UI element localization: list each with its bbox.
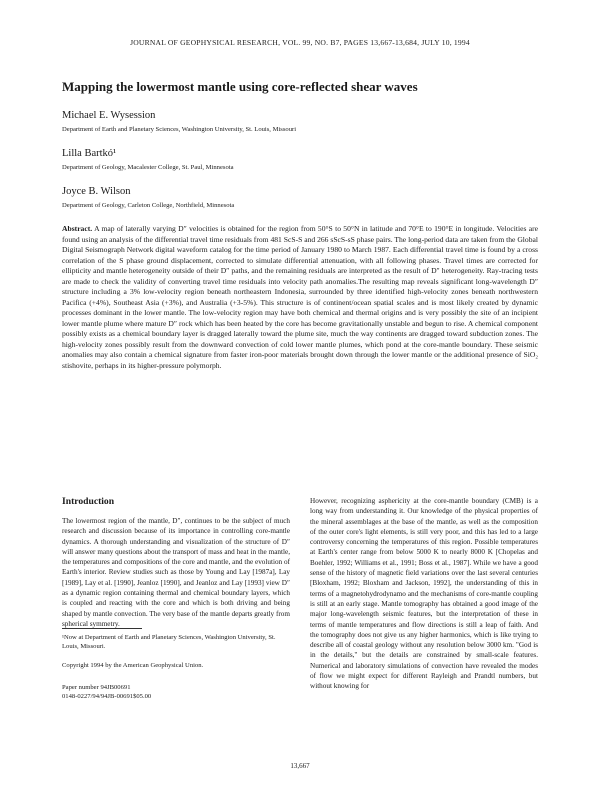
intro-right-column: However, recognizing asphericity at the core-mantle boundary (CMB) is a long way from understanding it. Our knowledge of the physical properties of the mineral assemblages at the base of the mantle, as well as the composition of the outer core's light elements, is still very poor, and this has led to a large controversy concerning the temperatures of this region. Possible temperatures at Earth's center range from below 5000 K to nearly 8000 K [Chopelas and Boehler, 1992; Williams et al., 1991; Boss et al., 1987]. While we have a good sense of the history of magnetic field variations over the last several centuries [Bloxham, 1992; Bloxham and Jackson, 1992], the understanding of this in terms of a magnetohydrodynamo and the mechanisms of core-mantle coupling is still at an early stage. Mantle tomography has obtained a good image of the major long-wavelength seismic features, but the interpretation of these in terms of mantle temperatures and flow directions is still a leap of faith. And the tomography does not give us any higher harmonics, which is like trying to describe all of coastal geology without any resolution below 3000 km. "God is in the details," but the details are constrained by small-scale features. Numerical and laboratory simulations of convection have revealed the modes of flow we might expect for different Rayleigh and Prandtl numbers, but without knowing for [310, 497, 538, 691]
page-number: 13,667 [290, 762, 310, 770]
abstract-text: A map of laterally varying D″ velocities is obtained for the region from 50°S to 50°N in latitude and 70°E to 190°E in longitude. Velocities are found using an analysis of the differential travel time residuals from 481 ScS-S and 266 sScS-sS phase pairs. The long-period data are taken from the Global Digital Seismograph Network digital waveform catalog for the time period of January 1980 to March 1987. Each differential travel time is found by a cross correlation of the S phase ground displacement, corrected to simulate differential attenuation, with all following phases. Travel times are corrected for ellipticity and mantle heterogeneity outside of their D″ paths, and the remaining residuals are interpreted as the result of D″ heterogeneity. Ray-tracing tests are made to check the validity of converting travel time residuals into velocity path anomalies.The resulting map reveals significant long-wavelength D″ structure including a 3% low-velocity region beneath northeastern Indonesia, surrounded by three identified high-velocity zones beneath northwestern Pacifica (+4%), Southeast Asia (+3%), and Australia (+3-5%). This structure is of continent/ocean spatial scales and is most likely created by dynamic processes dominant in the lower mantle. The low-velocity region may have both chemical and thermal origins and is very possibly the site of an incipient lower mantle plume where mature D″ rock which has been heated by the core has become gravitationally unstable and begun to rise. A chemical component possibly exists as a chemical boundary layer is dragged laterally toward the plume site, much the way continents are dragged toward subduction zones. The high-velocity zones possibly result from the downward convection of cold lower mantle plumes, which pond at the core-mantle boundary. These seismic anomalies may also contain a chemical signature from faster iron-poor materials brought down through the lower mantle or the additional presence of SiO₂ stishovite, perhaps in its higher-pressure polymorph. [62, 224, 539, 370]
author-name: Joyce B. Wilson [62, 186, 131, 197]
journal-header: JOURNAL OF GEOPHYSICAL RESEARCH, VOL. 99, NO. B7, PAGES 13,667-13,684, JULY 10, 1994 [130, 38, 470, 47]
paper-number: Paper number 94JB00691 [62, 684, 131, 691]
author-affiliation: Department of Geology, Carleton College, Northfield, Minnesota [62, 202, 235, 209]
author-affiliation: Department of Geology, Macalester College, St. Paul, Minnesota [62, 164, 234, 171]
author-name: Michael E. Wysession [62, 110, 156, 121]
abstract [62, 224, 538, 371]
abstract-label: Abstract. [62, 224, 93, 233]
intro-left-column: The lowermost region of the mantle, D″, continues to be the subject of much research and discussion because of its importance in controlling core-mantle dynamics. A thorough understanding and visualization of the structure of D″ will answer many questions about the transport of mass and heat in the mantle, the temperatures and compositions of the core and mantle, and the evolution of Earth's interior. Review studies such as those by Young and Lay [1987a], Lay [1989], Lay et al. [1990], Jeanloz [1990], and Jeanloz and Lay [1993] view D″ as a dynamic region containing thermal and chemical boundary layers, which is coupled and reacting with the core and which is both driving and being shaped by mantle convection. The very base of the mantle departs greatly from spherical symmetry. [62, 517, 290, 628]
paper-title: Mapping the lowermost mantle using core-reflected shear waves [62, 79, 418, 94]
issn: 0148-0227/94/94JB-00691$05.00 [62, 693, 152, 700]
footnote: ¹Now at Department of Earth and Planetary Sciences, Washington University, St. Louis, Missouri. [62, 634, 276, 650]
author-affiliation: Department of Earth and Planetary Sciences, Washington University, St. Louis, Missouri [62, 126, 297, 133]
author-name: Lilla Bartkó¹ [62, 148, 117, 159]
copyright: Copyright 1994 by the American Geophysical Union. [62, 662, 204, 669]
footnote-rule [62, 628, 142, 629]
section-title: Introduction [62, 496, 115, 507]
